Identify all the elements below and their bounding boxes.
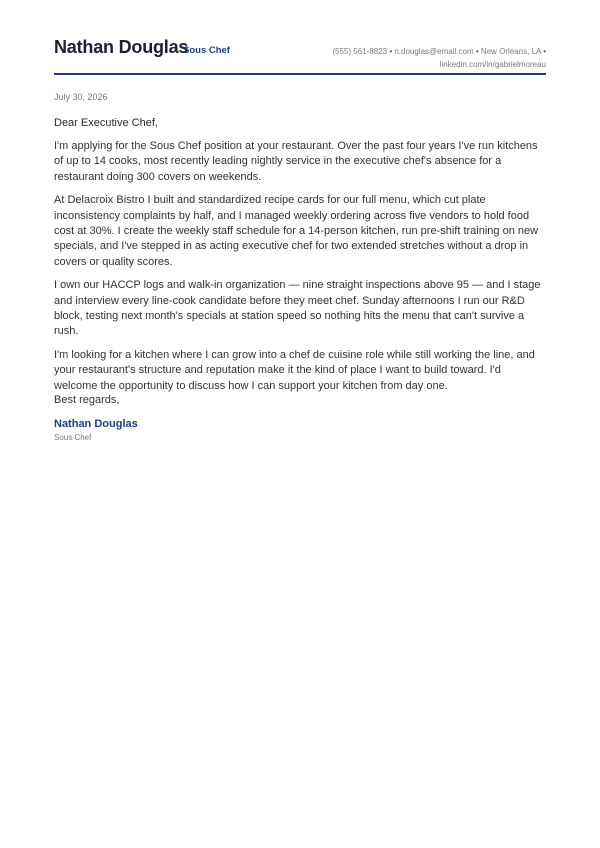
contact-email: n.douglas@email.com	[394, 47, 474, 56]
cover-letter-page	[54, 0, 546, 442]
contact-linkedin: linkedin.com/in/gabrielmoreau	[439, 60, 546, 69]
letter-body	[54, 139, 546, 402]
contact-separator: •	[475, 47, 479, 56]
applicant-name: Nathan Douglas	[54, 37, 189, 57]
contact-location: New Orleans, LA	[480, 47, 541, 56]
contact-separator: •	[389, 47, 393, 56]
contact-separator: •	[543, 47, 546, 56]
signature-name: Nathan Douglas	[54, 418, 138, 430]
body-paragraph: I'm applying for the Sous Chef position at your restaurant. Over the past four years I've run kitchens of up to 14 cooks, most recently leading nightly service in the executive chef's absence for a restaurant doing 300 covers on weekends.	[54, 140, 538, 183]
letter-header	[54, 0, 546, 75]
letter-greeting: Dear Executive Chef,	[54, 117, 158, 129]
body-paragraph: At Delacroix Bistro I built and standardized recipe cards for our full menu, which cut plate inconsistency complaints by half, and I managed weekly ordering across five vendors to hold food cost at 30%. I create the weekly staff schedule for a 14-person kitchen, run pre-shift training on new specials, and I've stepped in as acting executive chef for two extended stretches without a drop in covers or quality scores.	[54, 194, 539, 268]
header-divider	[54, 73, 546, 75]
body-paragraph: I own our HACCP logs and walk-in organization — nine straight inspections above 95 — and I stage and interview every line-cook candidate before they meet chef. Sunday afternoons I run our R&D block, testing next month's specials at station speed so nothing hits the menu that can't survive a rush.	[54, 279, 541, 338]
body-paragraph: I'm looking for a kitchen where I can grow into a chef de cuisine role while still working the line, and your restaurant's structure and reputation make it the kind of place I want to build toward. I'd welcome the opportunity to discuss how I can support your kitchen from day one.	[54, 349, 535, 392]
contact-phone: (555) 561-8823	[332, 47, 388, 56]
applicant-role: Sous Chef	[183, 45, 230, 56]
letter-date: July 30, 2026	[54, 92, 108, 102]
letter-closing: Best regards,	[54, 394, 120, 406]
signature-role: Sous Chef	[54, 433, 92, 442]
contact-info	[316, 45, 546, 71]
